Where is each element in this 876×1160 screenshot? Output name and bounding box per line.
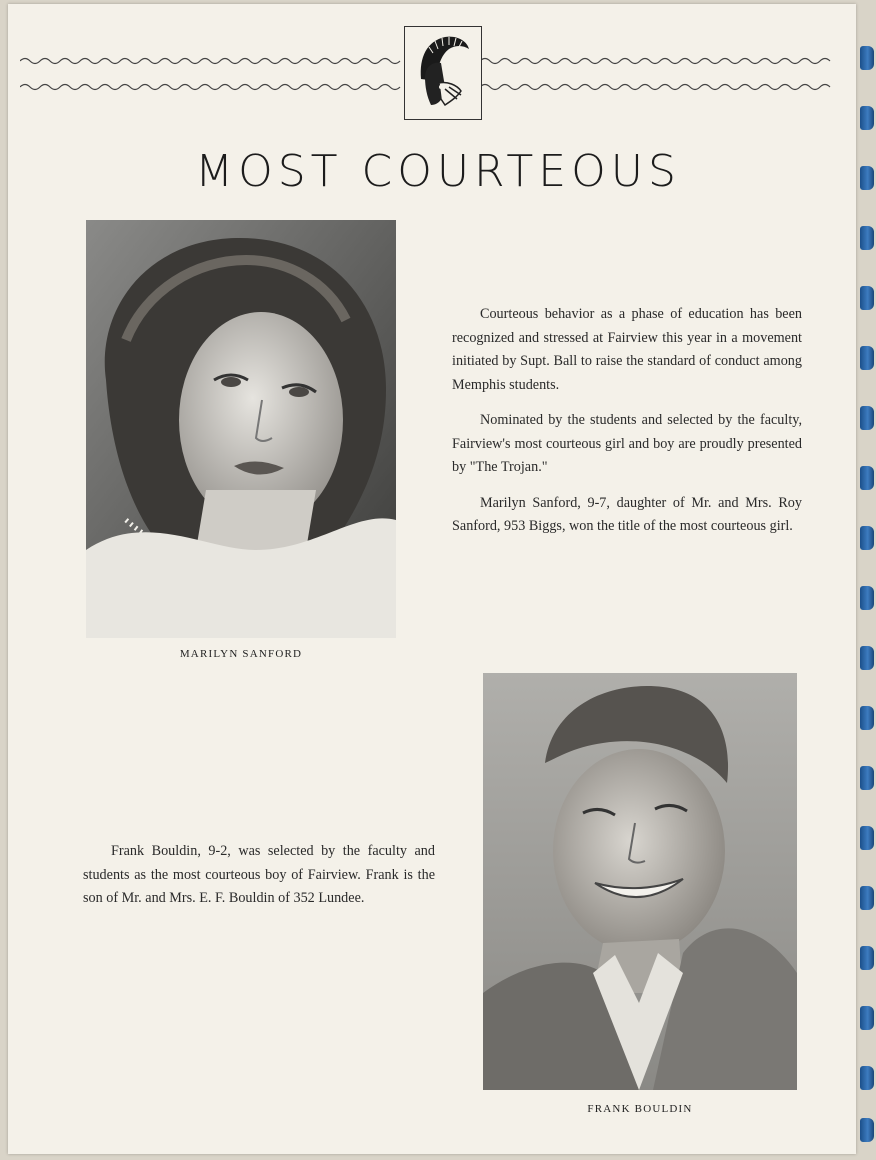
portrait-caption-marilyn: MARILYN SANFORD bbox=[179, 648, 303, 660]
article-text-girl bbox=[452, 303, 802, 551]
spiral-loop bbox=[860, 406, 874, 430]
spiral-loop bbox=[860, 1006, 874, 1030]
spiral-loop bbox=[860, 766, 874, 790]
paragraph: Nominated by the students and selected by the faculty, Fairview's most courteous girl and boy are proudly presented by "The Trojan." bbox=[452, 412, 802, 475]
paragraph: Courteous behavior as a phase of education has been recognized and stressed at Fairview this year in a movement initiated by Supt. Ball to raise the standard of conduct among Memphis students. bbox=[452, 306, 802, 393]
spiral-loop bbox=[860, 586, 874, 610]
paragraph: Marilyn Sanford, 9-7, daughter of Mr. and Mrs. Roy Sanford, 953 Biggs, won the title of the most courteous girl. bbox=[452, 494, 802, 534]
portrait-photo-frank bbox=[483, 673, 797, 1090]
portrait-caption-frank: FRANK BOULDIN bbox=[587, 1103, 693, 1115]
spiral-loop bbox=[860, 886, 874, 910]
spiral-loop bbox=[860, 526, 874, 550]
spiral-loop bbox=[860, 646, 874, 670]
spiral-loop bbox=[860, 1066, 874, 1090]
spiral-loop bbox=[860, 1118, 874, 1142]
trojan-helmet-icon bbox=[405, 27, 481, 119]
paragraph: Frank Bouldin, 9-2, was selected by the faculty and students as the most courteous boy of Fairview. Frank is the son of Mr. and Mrs. E. F. Bouldin of 352 Lundee. bbox=[83, 843, 435, 906]
spiral-loop bbox=[860, 286, 874, 310]
page-title: MOST COURTEOUS bbox=[195, 146, 681, 197]
spiral-loop bbox=[860, 466, 874, 490]
spiral-loop bbox=[860, 826, 874, 850]
article-text-boy bbox=[83, 840, 435, 923]
spiral-loop bbox=[860, 706, 874, 730]
spiral-loop bbox=[860, 946, 874, 970]
spiral-loop bbox=[860, 46, 874, 70]
portrait-photo-marilyn bbox=[86, 220, 396, 638]
trojan-helmet-emblem bbox=[404, 26, 482, 120]
spiral-loop bbox=[860, 226, 874, 250]
spiral-loop bbox=[860, 346, 874, 370]
spiral-loop bbox=[860, 106, 874, 130]
